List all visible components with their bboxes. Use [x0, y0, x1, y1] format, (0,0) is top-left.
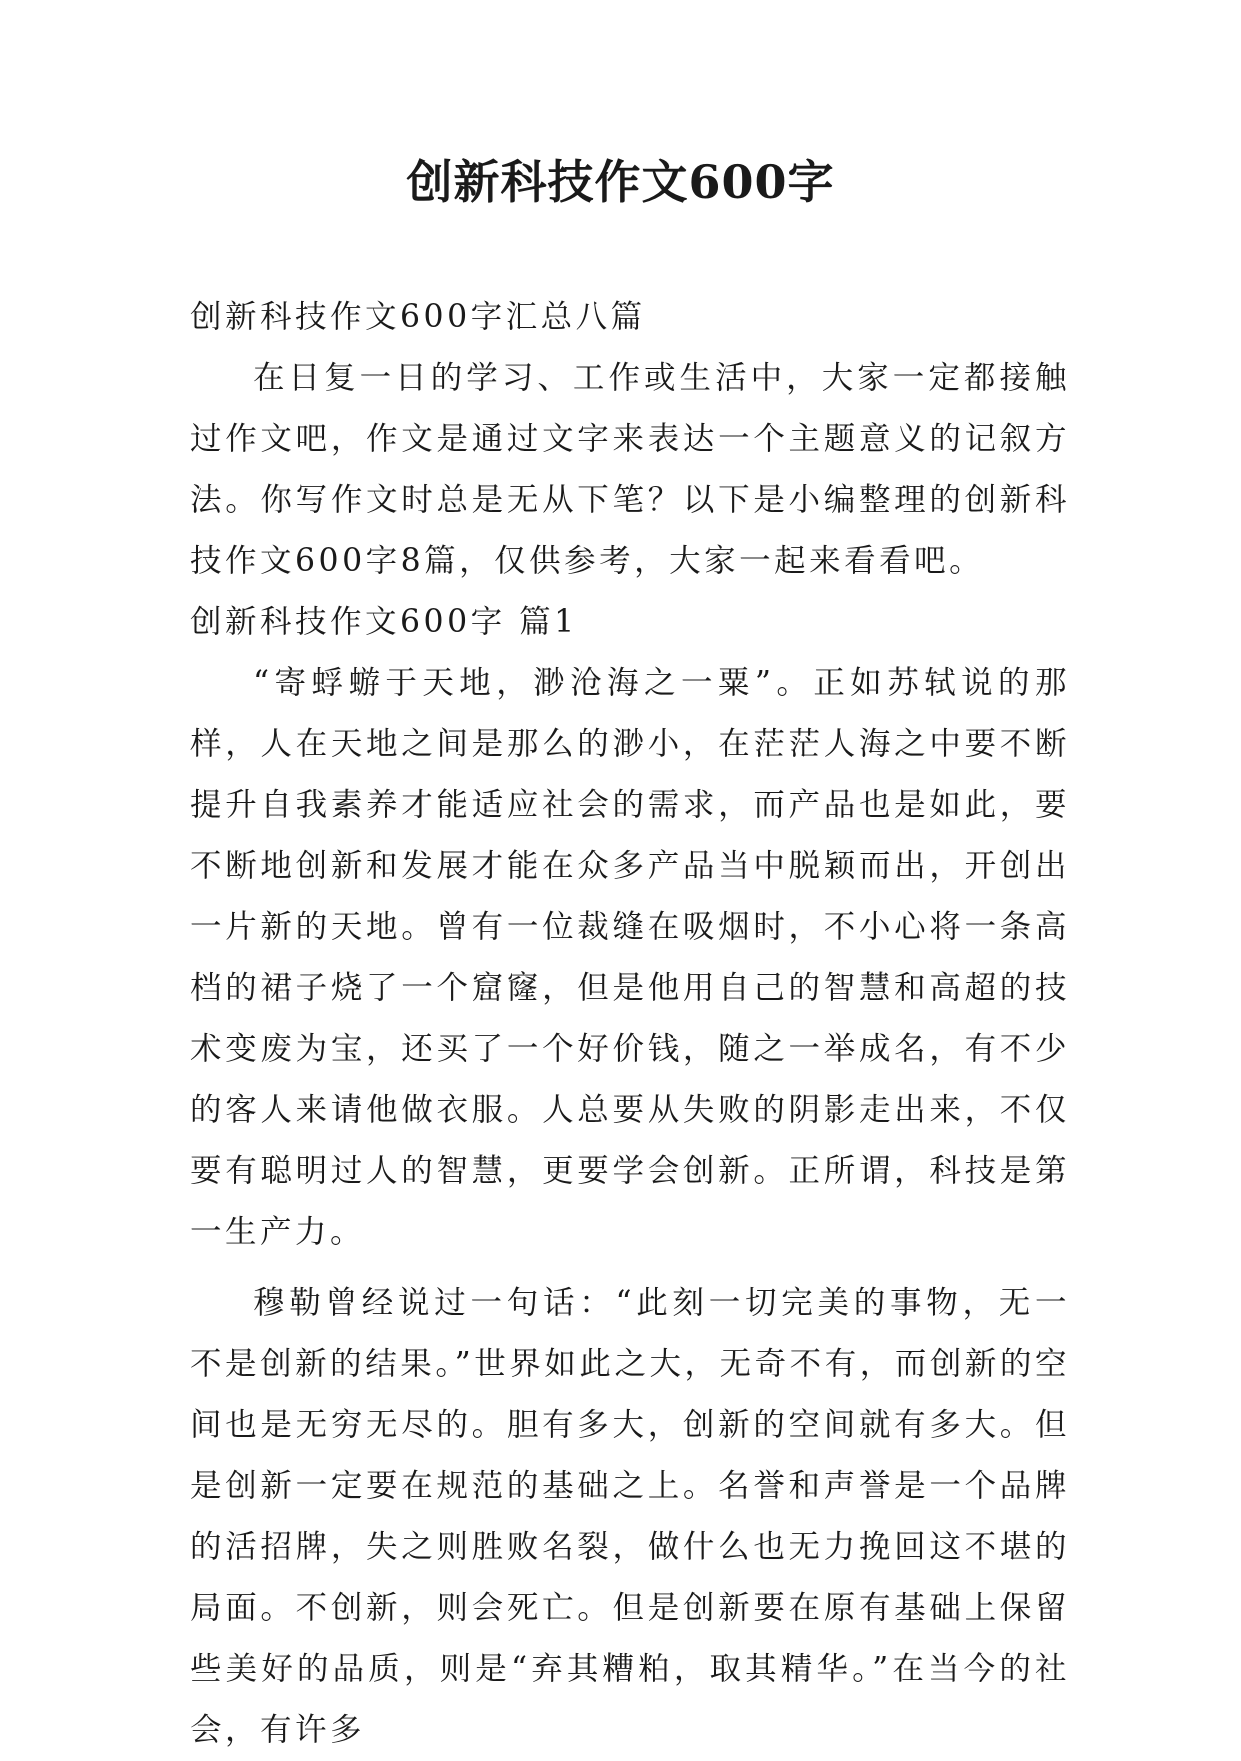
intro-paragraph: 在日复一日的学习、工作或生活中，大家一定都接触过作文吧，作文是通过文字来表达一个主题意义的记叙方法。你写作文时总是无从下笔？以下是小编整理的创新科技作文600字8篇，仅供参考，大家一起来看看吧。 — [190, 360, 1070, 579]
body-paragraph-2: 穆勒曾经说过一句话：“此刻一切完美的事物，无一不是创新的结果。”世界如此之大，无奇不有，而创新的空间也是无穷无尽的。胆有多大，创新的空间就有多大。但是创新一定要在规范的基础之上。名誉和声誉是一个品牌的活招牌，失之则胜败名裂，做什么也无力挽回这不堪的局面。不创新，则会死亡。但是创新要在原有基础上保留些美好的品质，则是“弃其糟粕，取其精华。”在当今的社会，有许多 — [190, 1285, 1070, 1748]
section-heading: 创新科技作文600字 篇1 — [190, 604, 578, 640]
body-paragraph-1: “寄蜉蝣于天地，渺沧海之一粟”。正如苏轼说的那样，人在天地之间是那么的渺小，在茫茫人海之中要不断提升自我素养才能适应社会的需求，而产品也是如此，要不断地创新和发展才能在众多产品当中脱颖而出，开创出一片新的天地。曾有一位裁缝在吸烟时，不小心将一条高档的裙子烧了一个窟窿，但是他用自己的智慧和高超的技术变废为宝，还买了一个好价钱，随之一举成名，有不少的客人来请他做衣服。人总要从失败的阴影走出来，不仅要有聪明过人的智慧，更要学会创新。正所谓，科技是第一生产力。 — [190, 665, 1070, 1250]
document-subtitle: 创新科技作文600字汇总八篇 — [190, 299, 646, 335]
document-title: 创新科技作文600字 — [406, 155, 835, 209]
document-body — [190, 287, 1070, 1761]
